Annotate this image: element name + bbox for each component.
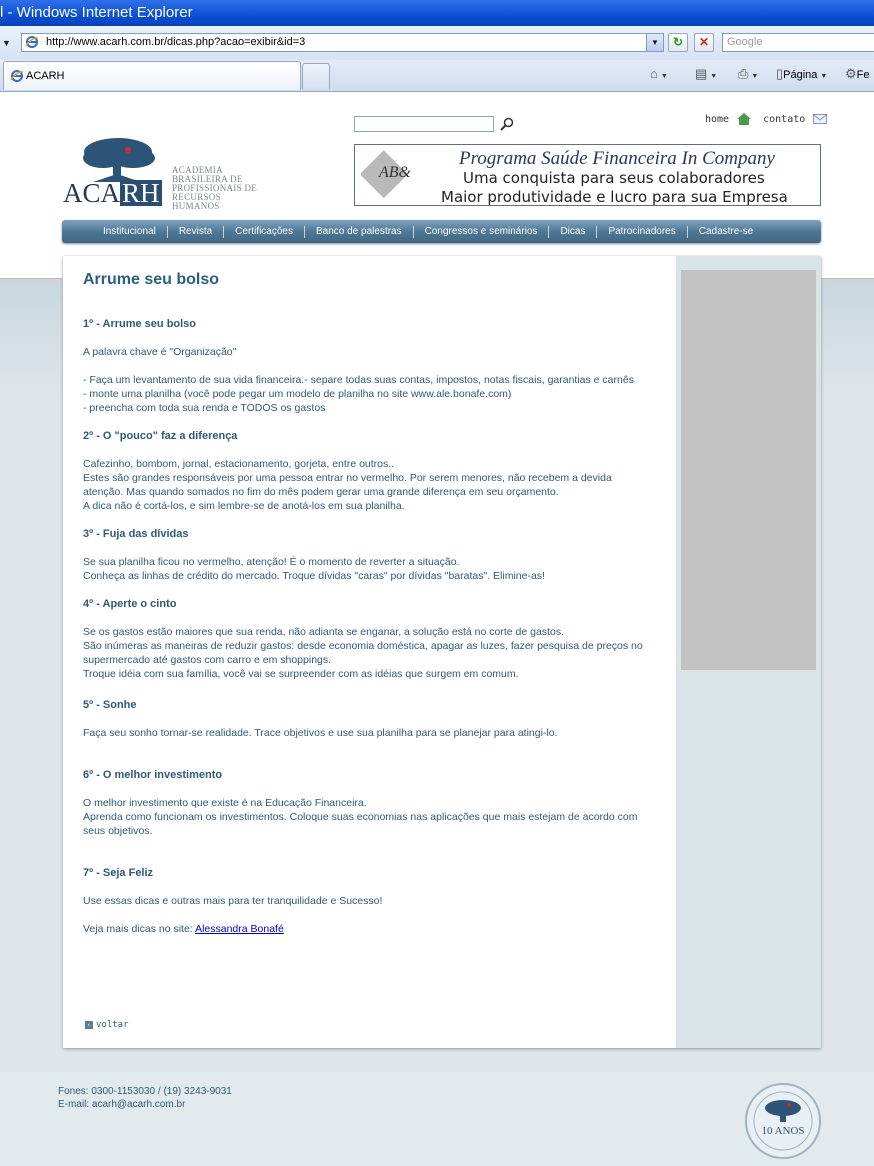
- window-title-bar: [0, 0, 874, 26]
- paragraph-line: O melhor investimento que existe é na Educação Financeira.: [83, 797, 367, 809]
- section-heading: 6º - O melhor investimento: [83, 769, 223, 781]
- page-icon: ▯: [776, 66, 784, 81]
- nav-dicas[interactable]: Dicas: [549, 226, 597, 238]
- ten-years-seal-icon: [744, 1082, 822, 1160]
- paragraph-line: - preencha com toda sua renda e TODOS os gastos: [83, 402, 326, 414]
- feeds-toolbar-button[interactable]: ▤ ▼: [695, 66, 718, 81]
- address-url[interactable]: http://www.acarh.com.br/dicas.php?acao=exibir&id=3: [46, 36, 306, 48]
- rss-icon: ▤: [695, 66, 708, 81]
- svg-text:AB&: AB&: [379, 164, 411, 181]
- browser-search-input[interactable]: Google: [722, 33, 874, 52]
- paragraph-line: Aprenda como funcionam os investimentos. Coloque suas economias nas aplicações que mais estejam de acordo com: [83, 811, 638, 823]
- paragraph-line: - Faça um levantamento de sua vida financeira.- separe todas suas contas, impostos, notas fiscais, garantias e carnês: [83, 374, 634, 386]
- address-bar[interactable]: [21, 33, 664, 52]
- browser-tab[interactable]: [3, 61, 301, 90]
- paragraph-line: São inúmeras as maneiras de reduzir gastos: desde economia doméstica, apagar as luzes, fazer pesquisa de preços no: [83, 640, 643, 652]
- address-bar-row: [0, 26, 874, 61]
- back-link[interactable]: ‹ voltar: [86, 1020, 129, 1030]
- address-dropdown-icon[interactable]: ▼: [646, 34, 663, 51]
- paragraph-line: Conheça as linhas de crédito do mercado. Troque dívidas "caras" por dívidas "baratas". Elimine-as!: [83, 570, 545, 582]
- logo-subtitle: ACADEMIA BRASILEIRA DE PROFISSIONAIS DE RECURSOS HUMANOS: [172, 165, 258, 211]
- nav-certificacoes[interactable]: Certificações: [224, 226, 305, 238]
- footer: [0, 1072, 874, 1166]
- stop-button[interactable]: ✕: [694, 33, 714, 52]
- footer-phones: Fones: 0300-1153030 / (19) 3243-9031: [58, 1086, 232, 1097]
- tree-logo-icon: [73, 136, 163, 184]
- home-icon: [737, 113, 751, 125]
- printer-icon: ⎙: [738, 66, 749, 81]
- nav-institucional[interactable]: Institucional: [92, 226, 168, 238]
- main-nav: [62, 220, 821, 243]
- contact-link[interactable]: contato: [763, 114, 827, 125]
- section-heading: 7º - Seja Feliz: [83, 867, 154, 879]
- print-toolbar-button[interactable]: ⎙ ▼: [738, 66, 759, 81]
- paragraph-line: supermercado até gastos com carro e em shoppings.: [83, 654, 332, 666]
- paragraph-line: - monte uma planilha (você pode pegar um modelo de planilha no site www.ale.bonafe.com): [83, 388, 512, 400]
- banner-line-1: Programa Saúde Financeira In Company: [459, 148, 775, 169]
- paragraph-line: atenção. Mas quando somados no fim do mês podem gerar uma grande diferença em seu orçamento.: [83, 486, 559, 498]
- section-heading: 2º - O "pouco" faz a diferença: [83, 430, 238, 442]
- article-title: Arrume seu bolso: [83, 271, 220, 288]
- section-heading: 1º - Arrume seu bolso: [83, 318, 197, 330]
- nav-congressos[interactable]: Congressos e seminários: [414, 226, 550, 238]
- refresh-button[interactable]: ↻: [668, 33, 688, 52]
- paragraph-line: Se os gastos estão maiores que sua renda, não adianta se enganar, a solução está no corte de gastos.: [83, 626, 564, 638]
- back-arrow-icon: ‹: [86, 1020, 92, 1029]
- paragraph-line: A palavra chave é "Organização": [83, 346, 237, 358]
- nav-banco-de-palestras[interactable]: Banco de palestras: [305, 226, 414, 238]
- paragraph-line: Cafezinho, bombom, jornal, estacionamento, gorjeta, entre outros..: [83, 458, 395, 470]
- home-link[interactable]: home: [705, 114, 751, 125]
- top-links: [705, 113, 833, 125]
- sidebar-placeholder: [681, 270, 816, 670]
- ie-page-icon: [25, 35, 39, 49]
- tab-title: ACARH: [26, 70, 65, 82]
- tools-menu-button[interactable]: ⚙Fe: [845, 66, 870, 81]
- acarh-logo[interactable]: [63, 136, 258, 212]
- gear-icon: ⚙: [845, 66, 857, 81]
- nav-patrocinadores[interactable]: Patrocinadores: [597, 226, 687, 238]
- svg-text:10 ANOS: 10 ANOS: [761, 1125, 805, 1137]
- more-tips-line: Veja mais dicas no site: Alessandra Bonafé: [83, 923, 284, 935]
- site-search-input[interactable]: [354, 116, 494, 132]
- section-heading: 4º - Aperte o cinto: [83, 598, 177, 610]
- alessandra-bonafe-link[interactable]: Alessandra Bonafé: [195, 923, 284, 935]
- paragraph-line: Troque idéia com sua família, você vai se surpreender com as idéias que surgem em comum.: [83, 668, 519, 680]
- new-tab-button[interactable]: [302, 63, 330, 89]
- page-menu-button[interactable]: ▯Página ▼: [776, 66, 828, 81]
- footer-email: E-mail: acarh@acarh.com.br: [58, 1099, 186, 1110]
- section-heading: 3º - Fuja das dívidas: [83, 528, 189, 540]
- window-title: l - Windows Internet Explorer: [0, 4, 193, 21]
- banner-line-2: Uma conquista para seus colaboradores: [463, 169, 765, 187]
- paragraph-line: Faça seu sonho tornar-se realidade. Trace objetivos e use sua planilha para se planejar para atingi-lo.: [83, 727, 558, 739]
- mail-icon: [813, 114, 827, 124]
- promo-banner[interactable]: [354, 144, 821, 206]
- nav-revista[interactable]: Revista: [168, 226, 224, 238]
- logo-wordmark: ACARH: [63, 178, 160, 208]
- search-icon[interactable]: [499, 116, 515, 132]
- recent-pages-dropdown-icon[interactable]: ▼: [2, 38, 11, 48]
- paragraph-line: seus objetivos.: [83, 825, 153, 837]
- paragraph-line: Use essas dicas e outras mais para ter tranquilidade e Sucesso!: [83, 895, 383, 907]
- paragraph-line: Se sua planilha ficou no vermelho, atenção! É o momento de reverter a situação.: [83, 556, 460, 568]
- home-toolbar-button[interactable]: ⌂ ▼: [650, 66, 668, 81]
- section-heading: 5º - Sonhe: [83, 699, 137, 711]
- home-icon: ⌂: [650, 66, 658, 81]
- paragraph-line: A dica não é cortá-los, e sim lembre-se de anotá-los em sua planilha.: [83, 500, 405, 512]
- nav-cadastre-se[interactable]: Cadastre-se: [698, 225, 754, 237]
- paragraph-line: Estes são grandes responsáveis por uma pessoa entrar no vermelho. Por serem menores, não recebem a devida: [83, 472, 612, 484]
- ab-logo-icon: [361, 147, 417, 203]
- banner-line-3: Maior produtividade e lucro para sua Empresa: [441, 188, 788, 206]
- ie-tab-icon: [10, 69, 24, 83]
